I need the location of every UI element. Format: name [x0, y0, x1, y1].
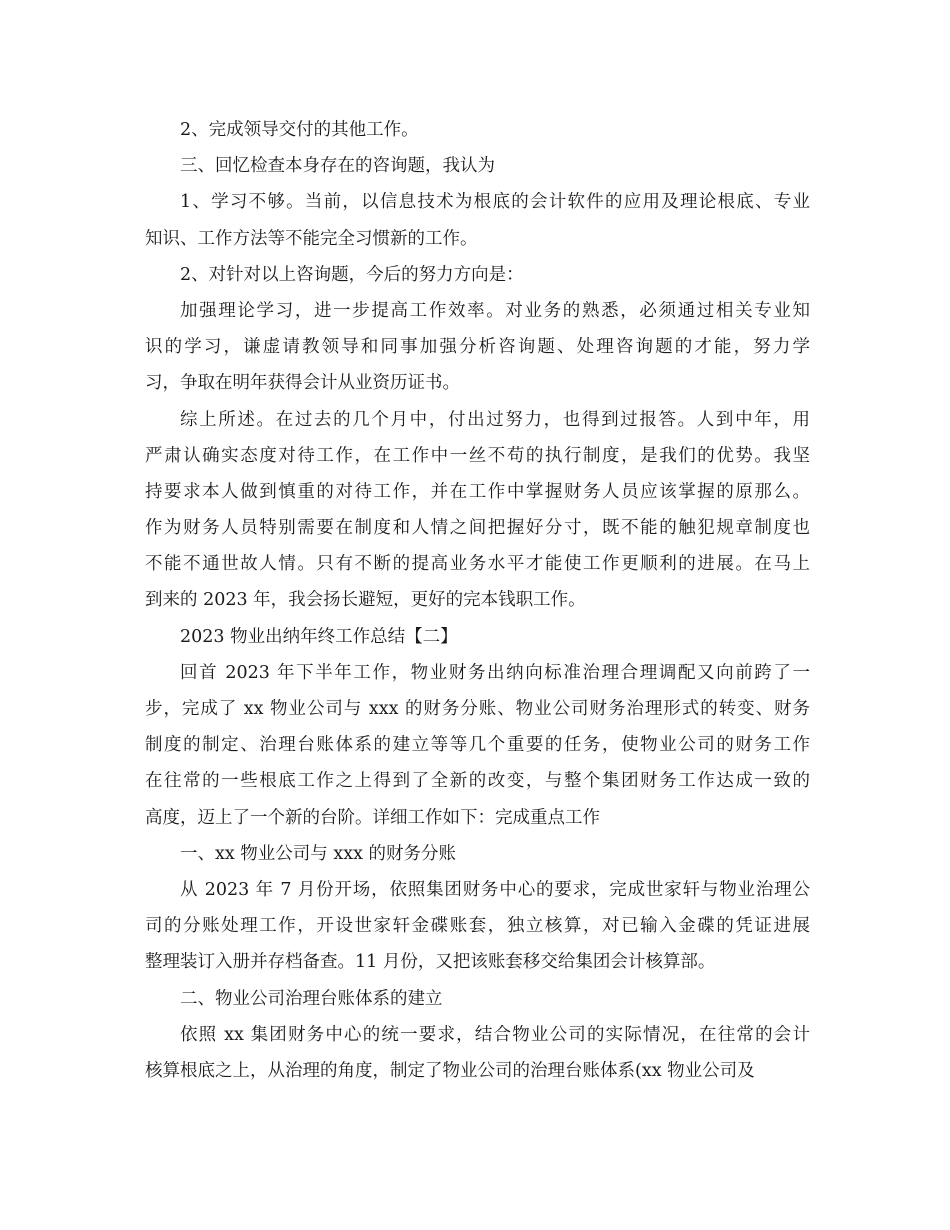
text-line: 2023 物业出纳年终工作总结【二】: [180, 626, 458, 647]
text-line: 严肃认确实态度对待工作，在工作中一丝不苟的执行制度，是我们的优势。我坚: [145, 445, 810, 466]
text-line: 回首 2023 年下半年工作，物业财务出纳向标准治理合理调配又向前跨了一: [180, 662, 810, 683]
text-line: 知识、工作方法等不能完全习惯新的工作。: [145, 228, 478, 249]
text-line: 在往常的一些根底工作之上得到了全新的改变，与整个集团财务工作达成一致的: [145, 771, 810, 792]
text-line: 识的学习，谦虚请教领导和同事加强分析咨询题、处理咨询题的才能，努力学: [145, 337, 810, 358]
text-line: 制度的制定、治理台账体系的建立等等几个重要的任务，使物业公司的财务工作: [145, 735, 810, 756]
text-line: 整理装订入册并存档备查。11 月份，又把该账套移交给集团会计核算部。: [145, 952, 716, 973]
document-body: [145, 112, 810, 1089]
text-line: 依照 xx 集团财务中心的统一要求，结合物业公司的实际情况，在往常的会计: [180, 1024, 810, 1045]
text-line: 三、回忆检查本身存在的咨询题，我认为: [180, 156, 495, 177]
text-line: 习，争取在明年获得会计从业资历证书。: [145, 373, 460, 394]
text-line: 不能不通世故人情。只有不断的提高业务水平才能使工作更顺利的进展。在马上: [145, 554, 810, 575]
text-line: 作为财务人员特别需要在制度和人情之间把握好分寸，既不能的触犯规章制度也: [145, 518, 810, 539]
text-line: 步，完成了 xx 物业公司与 xxx 的财务分账、物业公司财务治理形式的转变、财务: [145, 699, 810, 719]
text-line: 2、对针对以上咨询题，今后的努力方向是：: [180, 264, 524, 285]
text-line: 综上所述。在过去的几个月中，付出过努力，也得到过报答。人到中年，用: [180, 409, 810, 430]
text-line: 加强理论学习，进一步提高工作效率。对业务的熟悉，必须通过相关专业知: [180, 300, 810, 321]
text-line: 高度，迈上了一个新的台阶。详细工作如下：完成重点工作: [145, 807, 600, 828]
text-line: 1、学习不够。当前，以信息技术为根底的会计软件的应用及理论根底、专业: [180, 192, 810, 213]
text-line: 核算根底之上，从治理的角度，制定了物业公司的治理台账体系(xx 物业公司及: [145, 1060, 755, 1081]
text-line: 2、完成领导交付的其他工作。: [180, 120, 419, 140]
text-line: 到来的 2023 年，我会扬长避短，更好的完本钱职工作。: [145, 590, 586, 611]
text-line: 司的分账处理工作，开设世家轩金碟账套，独立核算，对已输入金碟的凭证进展: [145, 916, 810, 937]
text-line: 一、xx 物业公司与 xxx 的财务分账: [180, 843, 457, 864]
text-line: 从 2023 年 7 月份开场，依照集团财务中心的要求，完成世家轩与物业治理公: [180, 879, 810, 900]
text-line: 二、物业公司治理台账体系的建立: [180, 988, 443, 1009]
text-line: 持要求本人做到慎重的对待工作，并在工作中掌握财务人员应该掌握的原那么。: [145, 481, 810, 502]
